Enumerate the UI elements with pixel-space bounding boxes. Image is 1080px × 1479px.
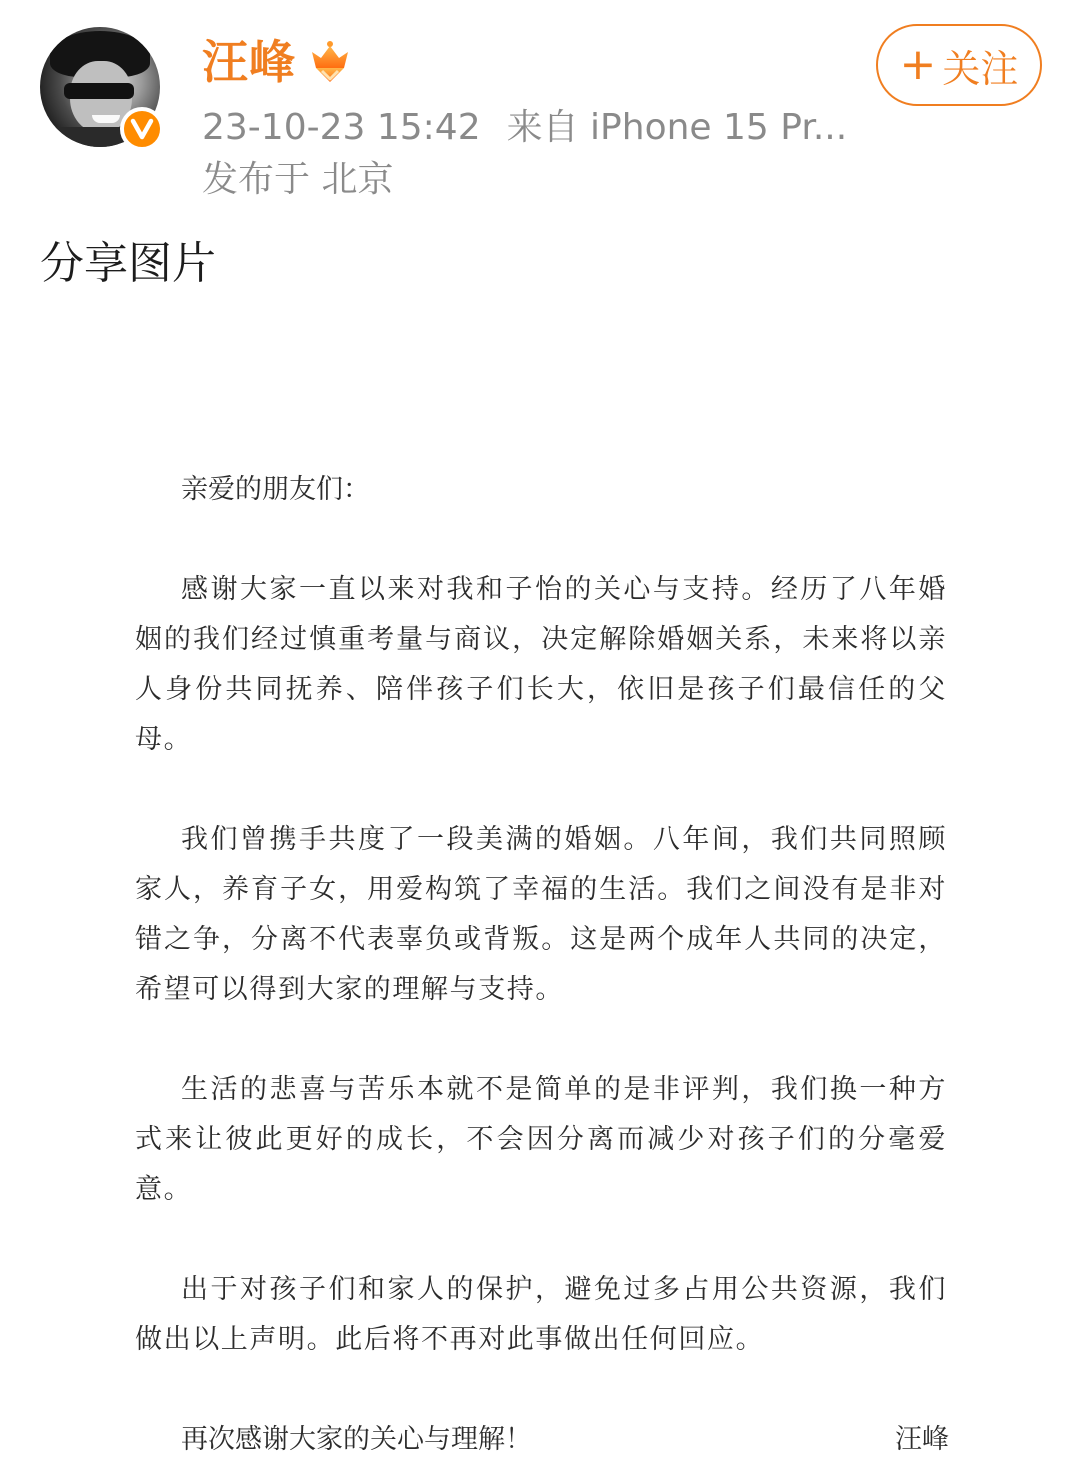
follow-label: 关注 <box>942 46 1019 91</box>
avatar-mouth <box>92 115 120 123</box>
post-text: 分享图片 <box>40 238 216 289</box>
letter-paragraph: 感谢大家一直以来对我和子怡的关心与支持。经历了八年婚姻的我们经过慎重考量与商议，决定解除婚姻关系，未来将以亲人身份共同抚养、陪伴孩子们长大，依旧是孩子们最信任的父母。 <box>135 574 947 755</box>
post-location: 发布于 北京 <box>202 159 394 200</box>
follow-button[interactable] <box>876 24 1042 106</box>
letter-paragraph: 生活的悲喜与苦乐本就不是简单的是非评判，我们换一种方式来让彼此更好的成长，不会因分离而减少对孩子们的分毫爱意。 <box>135 1074 947 1205</box>
author-name[interactable]: 汪峰 <box>202 35 296 89</box>
plus-icon: + <box>899 39 937 90</box>
verified-v-icon <box>120 107 164 151</box>
letter-closing: 再次感谢大家的关心与理解！ <box>181 1424 532 1455</box>
letter-signature: 汪峰 <box>895 1424 949 1455</box>
post-header <box>0 0 1080 220</box>
post-meta <box>202 102 847 154</box>
vip-crown-icon[interactable] <box>306 38 354 86</box>
letter-greeting: 亲爱的朋友们： <box>181 474 370 505</box>
letter-paragraph: 我们曾携手共度了一段美满的婚姻。八年间，我们共同照顾家人，养育子女，用爱构筑了幸福的生活。我们之间没有是非对错之争，分离不代表辜负或背叛。这是两个成年人共同的决定，希望可以得到大家的理解与支持。 <box>135 824 947 1005</box>
post-timestamp: 23-10-23 15:42 <box>202 107 481 148</box>
letter-body <box>135 465 947 1465</box>
username-row <box>202 30 354 94</box>
letter-image[interactable] <box>0 310 1080 1479</box>
letter-paragraph: 出于对孩子们和家人的保护，避免过多占用公共资源，我们做出以上声明。此后将不再对此事做出任何回应。 <box>135 1274 947 1355</box>
post-source[interactable]: 来自 iPhone 15 Pr... <box>506 107 848 148</box>
avatar-glasses <box>64 83 134 99</box>
